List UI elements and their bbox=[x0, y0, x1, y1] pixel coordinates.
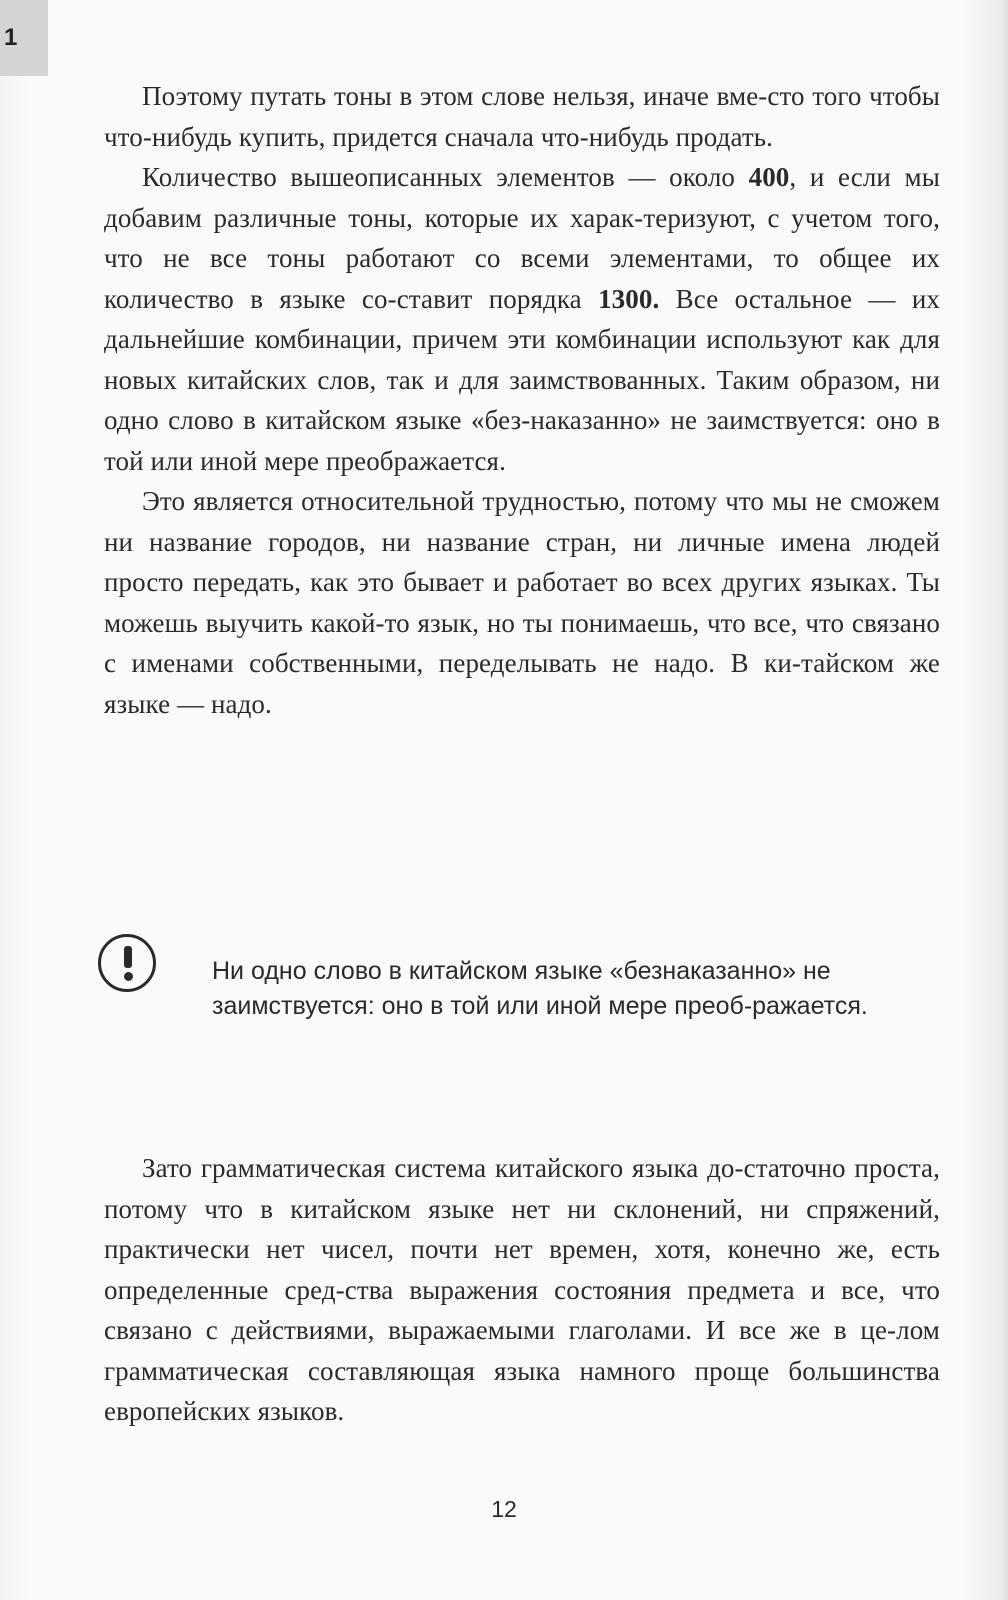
callout-text: Ни одно слово в китайском языке «безнаказанно» не заимствуется: оно в той или иной мере преоб-ражается. bbox=[212, 957, 868, 1020]
chapter-tab: 1 bbox=[0, 0, 48, 76]
bold-number: 1300. bbox=[598, 283, 660, 314]
paragraph bbox=[104, 481, 940, 724]
text-run: Все остальное — их дальнейшие комбинации, причем эти комбинации используют как для новых китайских слов, так и для заимствованных. Таким образом, ни одно слово в китайском языке «без-наказанно» не заимствуется: оно в той или иной мере преображается. bbox=[104, 283, 940, 476]
text-run: , и если мы добавим различные тоны, которые их харак-теризуют, с учетом того, что не все тоны работают со всеми элементами, то общее их количество в языке со-ставит порядка bbox=[104, 162, 940, 314]
text-run: Поэтому путать тоны в этом слове нельзя, иначе вме-сто того чтобы что-нибудь купить, придется сначала что-нибудь продать. bbox=[104, 81, 940, 152]
text-run: Зато грамматическая система китайского языка до-статочно проста, потому что в китайском языке нет ни склонений, ни спряжений, практически нет чисел, почти нет времен, хотя, конечно же, есть определенные сред-ства выражения состояния предмета и все, что связано с действиями, выражаемыми глаголами. И все же в це-лом грамматическая составляющая языка намного проще большинства европейских языков. bbox=[104, 1153, 940, 1426]
text-run: Количество вышеописанных элементов — около bbox=[142, 162, 749, 192]
page-number: 12 bbox=[491, 1496, 517, 1522]
paragraph bbox=[104, 157, 940, 481]
bold-number: 400 bbox=[748, 162, 790, 192]
callout-note bbox=[98, 934, 940, 1064]
text-run: Это является относительной трудностью, потому что мы не сможем ни название городов, ни название стран, ни личные имена людей просто передать, как это бывает и работает во всех других языках. Ты можешь выучить какой-то язык, но ты понимаешь, что все, что связано с именами собственными, переделывать не надо. В ки-тайском же языке — надо. bbox=[104, 486, 940, 719]
paragraph bbox=[104, 76, 940, 157]
body-text-top bbox=[104, 76, 940, 724]
exclamation-circle-icon bbox=[98, 934, 156, 992]
paragraph bbox=[104, 1148, 940, 1432]
body-text-bottom bbox=[104, 1148, 940, 1432]
